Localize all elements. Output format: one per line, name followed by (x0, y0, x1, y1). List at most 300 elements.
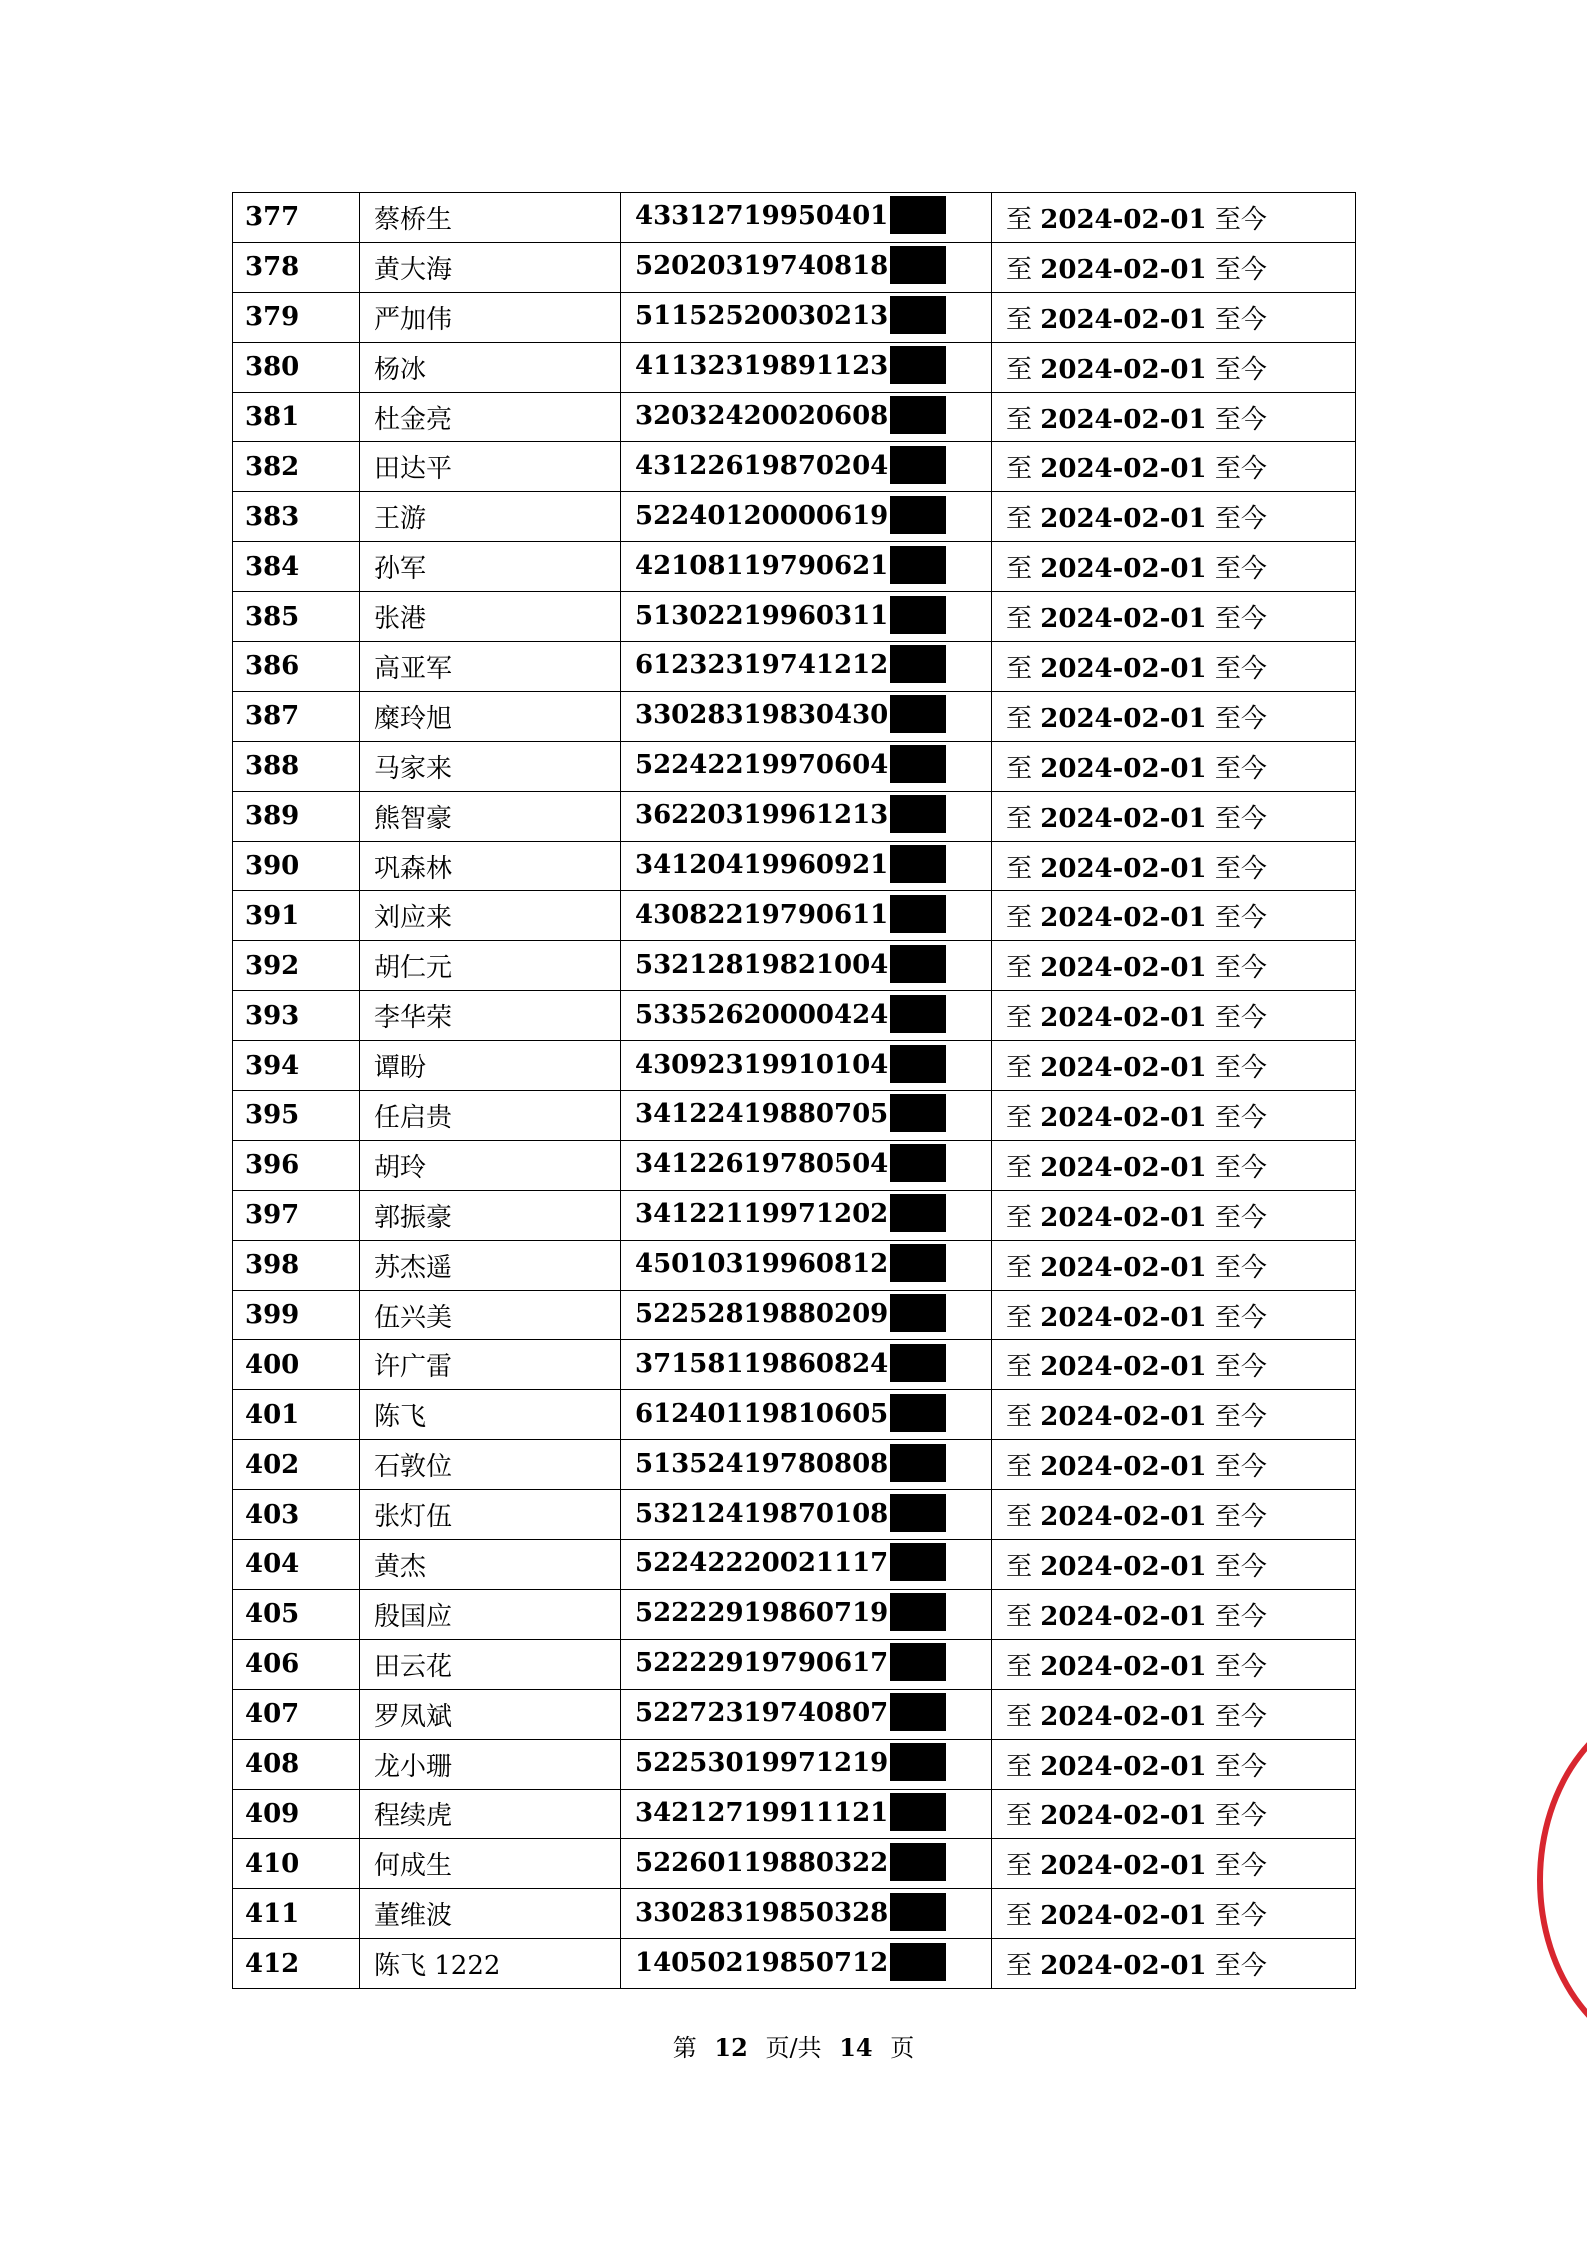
row-number-cell: 396 (233, 1140, 360, 1190)
table-row (233, 193, 1356, 243)
date-prefix: 至 (1006, 1951, 1033, 1982)
personnel-table (232, 192, 1356, 1989)
date-suffix: 至今 (1214, 1452, 1267, 1483)
start-date: 2024-02-01 (1040, 1003, 1207, 1034)
table-row (233, 1739, 1356, 1789)
date-prefix: 至 (1006, 204, 1033, 235)
table-row (233, 342, 1356, 392)
date-prefix: 至 (1006, 404, 1033, 435)
id-number-text: 52242219970604 (635, 750, 889, 781)
name-cell: 严加伟 (360, 292, 621, 342)
table-row (233, 1490, 1356, 1540)
id-number-cell (621, 1091, 992, 1141)
start-date: 2024-02-01 (1040, 1053, 1207, 1084)
redaction-block (890, 1893, 946, 1931)
date-suffix: 至今 (1214, 1053, 1267, 1084)
start-date: 2024-02-01 (1040, 404, 1207, 435)
id-number-text: 61232319741212 (635, 650, 889, 681)
name-cell: 李华荣 (360, 991, 621, 1041)
row-number-cell: 387 (233, 691, 360, 741)
table-row (233, 1140, 1356, 1190)
start-date: 2024-02-01 (1040, 1152, 1207, 1183)
date-suffix: 至今 (1214, 703, 1267, 734)
id-number-text: 52272319740807 (635, 1698, 889, 1729)
date-suffix: 至今 (1214, 204, 1267, 235)
date-prefix: 至 (1006, 1402, 1033, 1433)
id-number-cell (621, 392, 992, 442)
row-number-cell: 409 (233, 1789, 360, 1839)
date-range-cell (992, 891, 1356, 941)
date-range-cell (992, 542, 1356, 592)
start-date: 2024-02-01 (1040, 1452, 1207, 1483)
table-row (233, 1390, 1356, 1440)
name-cell: 程续虎 (360, 1789, 621, 1839)
redaction-block (890, 1444, 946, 1482)
date-suffix: 至今 (1214, 404, 1267, 435)
date-prefix: 至 (1006, 254, 1033, 285)
row-number-cell: 401 (233, 1390, 360, 1440)
table-row (233, 691, 1356, 741)
date-prefix: 至 (1006, 1102, 1033, 1133)
date-range-cell (992, 991, 1356, 1041)
row-number-cell: 400 (233, 1340, 360, 1390)
start-date: 2024-02-01 (1040, 1551, 1207, 1582)
table-row (233, 1889, 1356, 1939)
name-cell: 殷国应 (360, 1589, 621, 1639)
date-prefix: 至 (1006, 1551, 1033, 1582)
table-row (233, 292, 1356, 342)
id-number-cell (621, 342, 992, 392)
id-number-text: 52222919860719 (635, 1598, 889, 1629)
id-number-cell (621, 1540, 992, 1590)
id-number-text: 43312719950401 (635, 201, 889, 232)
id-number-cell (621, 1290, 992, 1340)
name-cell: 谭盼 (360, 1041, 621, 1091)
date-range-cell (992, 691, 1356, 741)
start-date: 2024-02-01 (1040, 354, 1207, 385)
redaction-block (890, 895, 946, 933)
id-number-cell (621, 941, 992, 991)
name-cell: 糜玲旭 (360, 691, 621, 741)
date-prefix: 至 (1006, 1901, 1033, 1932)
start-date: 2024-02-01 (1040, 504, 1207, 535)
date-suffix: 至今 (1214, 1701, 1267, 1732)
id-number-text: 51352419780808 (635, 1448, 889, 1479)
table-row (233, 891, 1356, 941)
name-cell: 马家来 (360, 741, 621, 791)
id-number-cell (621, 193, 992, 243)
id-number-cell (621, 841, 992, 891)
id-number-cell (621, 1490, 992, 1540)
id-number-cell (621, 1340, 992, 1390)
date-prefix: 至 (1006, 1452, 1033, 1483)
row-number-cell: 380 (233, 342, 360, 392)
page-footer (0, 2028, 1587, 2063)
name-cell: 蔡桥生 (360, 193, 621, 243)
id-number-cell (621, 642, 992, 692)
date-suffix: 至今 (1214, 1302, 1267, 1333)
id-number-text: 52260119880322 (635, 1847, 889, 1878)
redaction-block (890, 1394, 946, 1432)
row-number-cell: 406 (233, 1639, 360, 1689)
date-range-cell (992, 392, 1356, 442)
date-range-cell (992, 1290, 1356, 1340)
table-row (233, 592, 1356, 642)
start-date: 2024-02-01 (1040, 1502, 1207, 1533)
table-row (233, 242, 1356, 292)
name-cell: 伍兴美 (360, 1290, 621, 1340)
date-range-cell (992, 1490, 1356, 1540)
date-range-cell (992, 1390, 1356, 1440)
id-number-cell (621, 592, 992, 642)
id-number-cell (621, 1240, 992, 1290)
row-number-cell: 399 (233, 1290, 360, 1340)
id-number-text: 14050219850712 (635, 1947, 889, 1978)
footer-suffix: 页 (890, 2034, 915, 2062)
table-row (233, 1041, 1356, 1091)
redaction-block (890, 1494, 946, 1532)
footer-prefix: 第 (672, 2034, 697, 2062)
date-range-cell (992, 1589, 1356, 1639)
id-number-cell (621, 1739, 992, 1789)
table-row (233, 1290, 1356, 1340)
row-number-cell: 411 (233, 1889, 360, 1939)
date-range-cell (992, 1689, 1356, 1739)
table-row (233, 791, 1356, 841)
date-suffix: 至今 (1214, 853, 1267, 884)
id-number-text: 52020319740818 (635, 251, 889, 282)
name-cell: 许广雷 (360, 1340, 621, 1390)
date-prefix: 至 (1006, 1651, 1033, 1682)
start-date: 2024-02-01 (1040, 703, 1207, 734)
id-number-text: 43082219790611 (635, 899, 889, 930)
id-number-cell (621, 242, 992, 292)
date-prefix: 至 (1006, 903, 1033, 934)
personnel-table-container (232, 192, 1356, 1989)
redaction-block (890, 1344, 946, 1382)
id-number-text: 51302219960311 (635, 600, 889, 631)
redaction-block (890, 546, 946, 584)
table-row (233, 841, 1356, 891)
redaction-block (890, 945, 946, 983)
redaction-block (890, 1743, 946, 1781)
footer-middle: 页/共 (765, 2034, 822, 2062)
redaction-block (890, 1094, 946, 1132)
stamp-ring (1537, 1700, 1587, 2060)
id-number-text: 33028319850328 (635, 1897, 889, 1928)
table-row (233, 1839, 1356, 1889)
current-page-number: 12 (714, 2033, 748, 2062)
date-suffix: 至今 (1214, 454, 1267, 485)
name-cell: 苏杰遥 (360, 1240, 621, 1290)
row-number-cell: 410 (233, 1839, 360, 1889)
redaction-block (890, 496, 946, 534)
date-suffix: 至今 (1214, 1901, 1267, 1932)
date-prefix: 至 (1006, 953, 1033, 984)
redaction-block (890, 845, 946, 883)
date-suffix: 至今 (1214, 953, 1267, 984)
table-row (233, 1240, 1356, 1290)
date-prefix: 至 (1006, 1701, 1033, 1732)
start-date: 2024-02-01 (1040, 803, 1207, 834)
id-number-text: 53212419870108 (635, 1498, 889, 1529)
name-cell: 黄杰 (360, 1540, 621, 1590)
start-date: 2024-02-01 (1040, 304, 1207, 335)
date-range-cell (992, 1639, 1356, 1689)
id-number-cell (621, 1041, 992, 1091)
date-prefix: 至 (1006, 1302, 1033, 1333)
name-cell: 何成生 (360, 1839, 621, 1889)
table-row (233, 1939, 1356, 1989)
table-row (233, 642, 1356, 692)
start-date: 2024-02-01 (1040, 753, 1207, 784)
row-number-cell: 377 (233, 193, 360, 243)
name-cell: 王游 (360, 492, 621, 542)
id-number-cell (621, 492, 992, 542)
id-number-cell (621, 1390, 992, 1440)
id-number-text: 43092319910104 (635, 1049, 889, 1080)
row-number-cell: 381 (233, 392, 360, 442)
row-number-cell: 395 (233, 1091, 360, 1141)
date-range-cell (992, 1739, 1356, 1789)
date-suffix: 至今 (1214, 504, 1267, 535)
name-cell: 罗凤斌 (360, 1689, 621, 1739)
redaction-block (890, 1294, 946, 1332)
table-row (233, 1091, 1356, 1141)
id-number-text: 52242220021117 (635, 1548, 889, 1579)
name-cell: 陈飞 1222 (360, 1939, 621, 1989)
row-number-cell: 404 (233, 1540, 360, 1590)
id-number-text: 52222919790617 (635, 1648, 889, 1679)
date-range-cell (992, 442, 1356, 492)
redaction-block (890, 795, 946, 833)
table-row (233, 741, 1356, 791)
date-suffix: 至今 (1214, 554, 1267, 585)
table-row (233, 1340, 1356, 1390)
date-suffix: 至今 (1214, 1402, 1267, 1433)
date-prefix: 至 (1006, 1352, 1033, 1383)
redaction-block (890, 396, 946, 434)
name-cell: 董维波 (360, 1889, 621, 1939)
start-date: 2024-02-01 (1040, 1601, 1207, 1632)
redaction-block (890, 1793, 946, 1831)
redaction-block (890, 695, 946, 733)
date-prefix: 至 (1006, 753, 1033, 784)
start-date: 2024-02-01 (1040, 1651, 1207, 1682)
row-number-cell: 412 (233, 1939, 360, 1989)
redaction-block (890, 1943, 946, 1981)
redaction-block (890, 1693, 946, 1731)
date-prefix: 至 (1006, 354, 1033, 385)
date-prefix: 至 (1006, 1502, 1033, 1533)
name-cell: 田达平 (360, 442, 621, 492)
name-cell: 张港 (360, 592, 621, 642)
row-number-cell: 383 (233, 492, 360, 542)
id-number-cell (621, 991, 992, 1041)
table-row (233, 991, 1356, 1041)
date-range-cell (992, 1240, 1356, 1290)
redaction-block (890, 1593, 946, 1631)
date-range-cell (992, 292, 1356, 342)
id-number-text: 52240120000619 (635, 500, 889, 531)
date-suffix: 至今 (1214, 1152, 1267, 1183)
id-number-text: 34122419880705 (635, 1099, 889, 1130)
table-row (233, 1540, 1356, 1590)
redaction-block (890, 745, 946, 783)
table-row (233, 392, 1356, 442)
name-cell: 郭振豪 (360, 1190, 621, 1240)
id-number-text: 43122619870204 (635, 450, 889, 481)
table-row (233, 442, 1356, 492)
start-date: 2024-02-01 (1040, 1901, 1207, 1932)
row-number-cell: 391 (233, 891, 360, 941)
start-date: 2024-02-01 (1040, 454, 1207, 485)
table-row (233, 941, 1356, 991)
id-number-text: 42108119790621 (635, 550, 889, 581)
official-seal-stamp (1527, 1700, 1587, 2060)
id-number-cell (621, 1190, 992, 1240)
redaction-block (890, 1194, 946, 1232)
date-suffix: 至今 (1214, 1003, 1267, 1034)
date-range-cell (992, 1540, 1356, 1590)
name-cell: 胡玲 (360, 1140, 621, 1190)
date-prefix: 至 (1006, 1003, 1033, 1034)
id-number-text: 34122619780504 (635, 1149, 889, 1180)
table-row (233, 1689, 1356, 1739)
date-suffix: 至今 (1214, 1202, 1267, 1233)
row-number-cell: 403 (233, 1490, 360, 1540)
date-range-cell (992, 1140, 1356, 1190)
id-number-cell (621, 1789, 992, 1839)
id-number-cell (621, 1939, 992, 1989)
id-number-text: 33028319830430 (635, 700, 889, 731)
start-date: 2024-02-01 (1040, 903, 1207, 934)
name-cell: 黄大海 (360, 242, 621, 292)
date-prefix: 至 (1006, 1751, 1033, 1782)
table-row (233, 542, 1356, 592)
date-suffix: 至今 (1214, 1651, 1267, 1682)
date-range-cell (992, 791, 1356, 841)
date-suffix: 至今 (1214, 1502, 1267, 1533)
date-prefix: 至 (1006, 1152, 1033, 1183)
row-number-cell: 397 (233, 1190, 360, 1240)
date-range-cell (992, 741, 1356, 791)
start-date: 2024-02-01 (1040, 853, 1207, 884)
name-cell: 陈飞 (360, 1390, 621, 1440)
row-number-cell: 408 (233, 1739, 360, 1789)
date-prefix: 至 (1006, 803, 1033, 834)
date-range-cell (992, 1839, 1356, 1889)
start-date: 2024-02-01 (1040, 204, 1207, 235)
id-number-cell (621, 1589, 992, 1639)
date-prefix: 至 (1006, 454, 1033, 485)
name-cell: 田云花 (360, 1639, 621, 1689)
start-date: 2024-02-01 (1040, 1801, 1207, 1832)
table-row (233, 492, 1356, 542)
start-date: 2024-02-01 (1040, 604, 1207, 635)
redaction-block (890, 346, 946, 384)
redaction-block (890, 645, 946, 683)
redaction-block (890, 995, 946, 1033)
id-number-cell (621, 542, 992, 592)
id-number-text: 36220319961213 (635, 800, 889, 831)
name-cell: 杨冰 (360, 342, 621, 392)
total-page-number: 14 (839, 2033, 873, 2062)
date-prefix: 至 (1006, 853, 1033, 884)
row-number-cell: 385 (233, 592, 360, 642)
id-number-text: 37158119860824 (635, 1348, 889, 1379)
id-number-text: 32032420020608 (635, 401, 889, 431)
redaction-block (890, 596, 946, 634)
date-suffix: 至今 (1214, 1951, 1267, 1982)
id-number-cell (621, 1140, 992, 1190)
date-prefix: 至 (1006, 1053, 1033, 1084)
date-prefix: 至 (1006, 1202, 1033, 1233)
start-date: 2024-02-01 (1040, 554, 1207, 585)
redaction-block (890, 246, 946, 284)
redaction-block (890, 1244, 946, 1282)
date-suffix: 至今 (1214, 1102, 1267, 1133)
date-prefix: 至 (1006, 1851, 1033, 1882)
id-number-text: 41132319891123 (635, 351, 889, 382)
start-date: 2024-02-01 (1040, 1252, 1207, 1283)
id-number-cell (621, 741, 992, 791)
redaction-block (890, 1144, 946, 1182)
start-date: 2024-02-01 (1040, 1701, 1207, 1732)
id-number-text: 52253019971219 (635, 1748, 889, 1779)
redaction-block (890, 1843, 946, 1881)
date-suffix: 至今 (1214, 1252, 1267, 1283)
id-number-cell (621, 1839, 992, 1889)
date-suffix: 至今 (1214, 753, 1267, 784)
date-prefix: 至 (1006, 1801, 1033, 1832)
row-number-cell: 398 (233, 1240, 360, 1290)
id-number-cell (621, 791, 992, 841)
id-number-text: 34212719911121 (635, 1797, 889, 1828)
date-prefix: 至 (1006, 1601, 1033, 1632)
date-prefix: 至 (1006, 604, 1033, 635)
id-number-text: 52252819880209 (635, 1299, 889, 1330)
id-number-cell (621, 891, 992, 941)
date-prefix: 至 (1006, 1252, 1033, 1283)
row-number-cell: 379 (233, 292, 360, 342)
table-row (233, 1639, 1356, 1689)
start-date: 2024-02-01 (1040, 953, 1207, 984)
id-number-text: 45010319960812 (635, 1249, 889, 1280)
row-number-cell: 388 (233, 741, 360, 791)
id-number-cell (621, 1689, 992, 1739)
start-date: 2024-02-01 (1040, 1851, 1207, 1882)
start-date: 2024-02-01 (1040, 653, 1207, 684)
row-number-cell: 390 (233, 841, 360, 891)
name-cell: 张灯伍 (360, 1490, 621, 1540)
row-number-cell: 389 (233, 791, 360, 841)
date-prefix: 至 (1006, 703, 1033, 734)
name-cell: 胡仁元 (360, 941, 621, 991)
date-range-cell (992, 592, 1356, 642)
date-range-cell (992, 1440, 1356, 1490)
id-number-text: 34122119971202 (635, 1199, 889, 1230)
row-number-cell: 393 (233, 991, 360, 1041)
row-number-cell: 378 (233, 242, 360, 292)
start-date: 2024-02-01 (1040, 1951, 1207, 1982)
date-range-cell (992, 1889, 1356, 1939)
date-prefix: 至 (1006, 504, 1033, 535)
date-suffix: 至今 (1214, 354, 1267, 385)
id-number-text: 53352620000424 (635, 999, 889, 1030)
date-range-cell (992, 342, 1356, 392)
start-date: 2024-02-01 (1040, 1302, 1207, 1333)
